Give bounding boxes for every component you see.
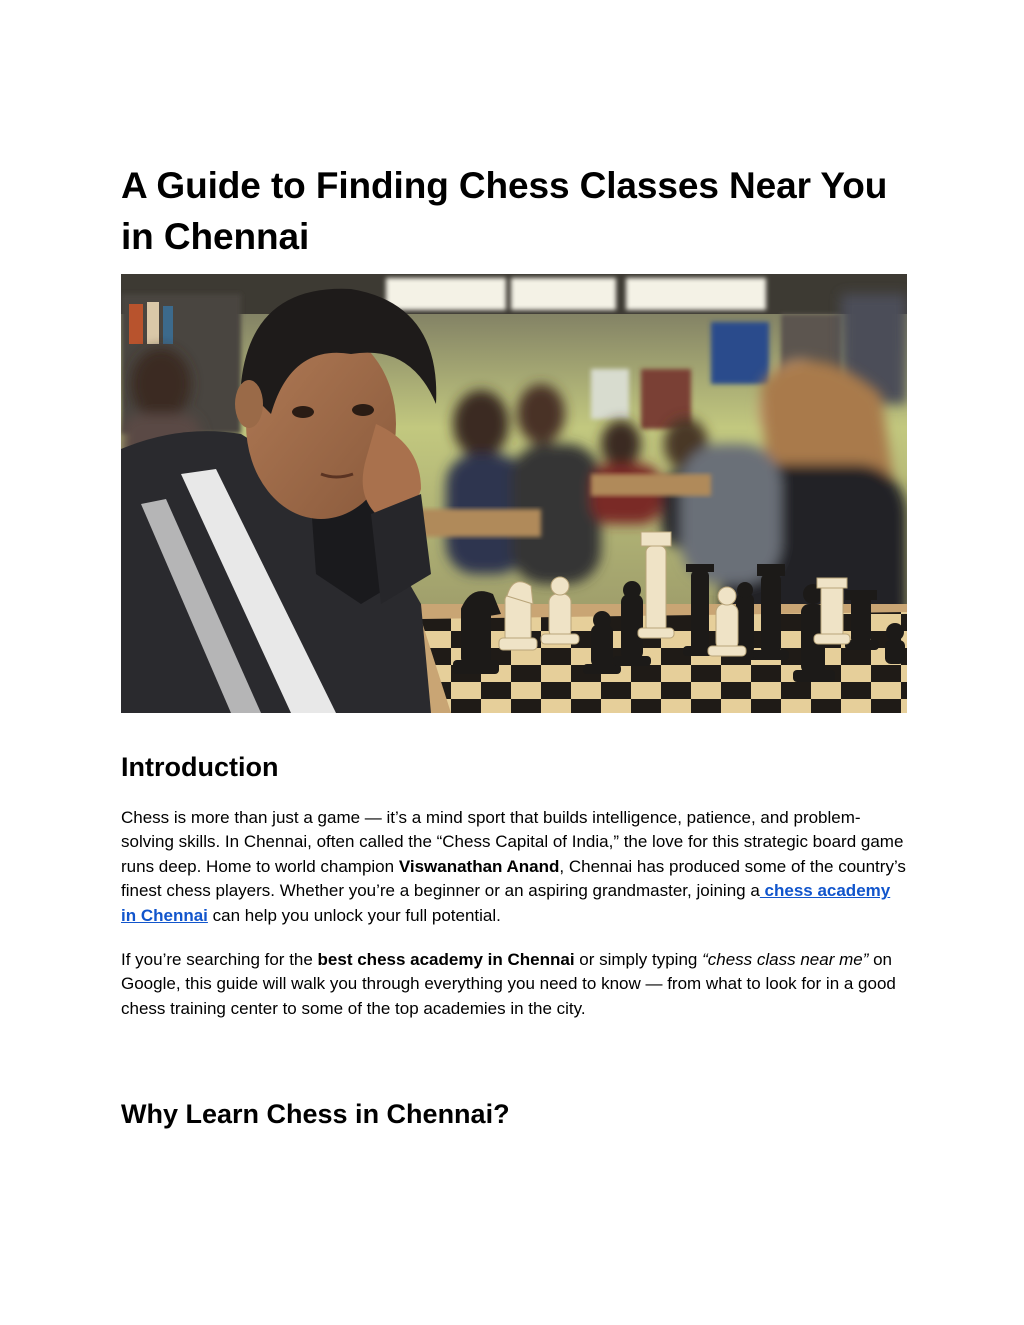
intro-p1-text-1: Chess is more than just a game — it’s a mind sport that builds intelligence, patience, and problem-solving skills. In Chennai, often called the “Chess Capital of India,” the love for this strategic board game runs deep. Home to world champion xyxy=(121,808,904,876)
intro-p2-text-1: If you’re searching for the xyxy=(121,950,318,969)
hero-image xyxy=(121,274,907,713)
search-phrase-italic: “chess class near me” xyxy=(702,950,869,969)
viswanathan-anand-bold: Viswanathan Anand xyxy=(398,856,560,876)
section-heading-introduction: Introduction xyxy=(121,752,279,782)
page-title: A Guide to Finding Chess Classes Near You in Chennai xyxy=(121,165,888,257)
best-academy-bold: best chess academy in Chennai xyxy=(317,950,575,969)
chess-academy-link[interactable]: chess academy in Chennai xyxy=(121,881,891,925)
intro-paragraph-2 xyxy=(121,948,907,1021)
section-heading-why-learn: Why Learn Chess in Chennai? xyxy=(121,1099,510,1129)
intro-p2-text-2: or simply typing xyxy=(574,950,703,969)
intro-p2-text-3: on Google, this guide will walk you through everything you need to know — from what to look for in a good chess training center to some of the top academies in the city. xyxy=(121,950,896,1018)
intro-p1-text-2: , Chennai has produced some of the country’s finest chess players. Whether you’re a beginner or an aspiring grandmaster, joining a xyxy=(121,856,906,901)
intro-p1-text-3: can help you unlock your full potential. xyxy=(207,905,501,925)
intro-paragraph-1 xyxy=(121,806,907,928)
